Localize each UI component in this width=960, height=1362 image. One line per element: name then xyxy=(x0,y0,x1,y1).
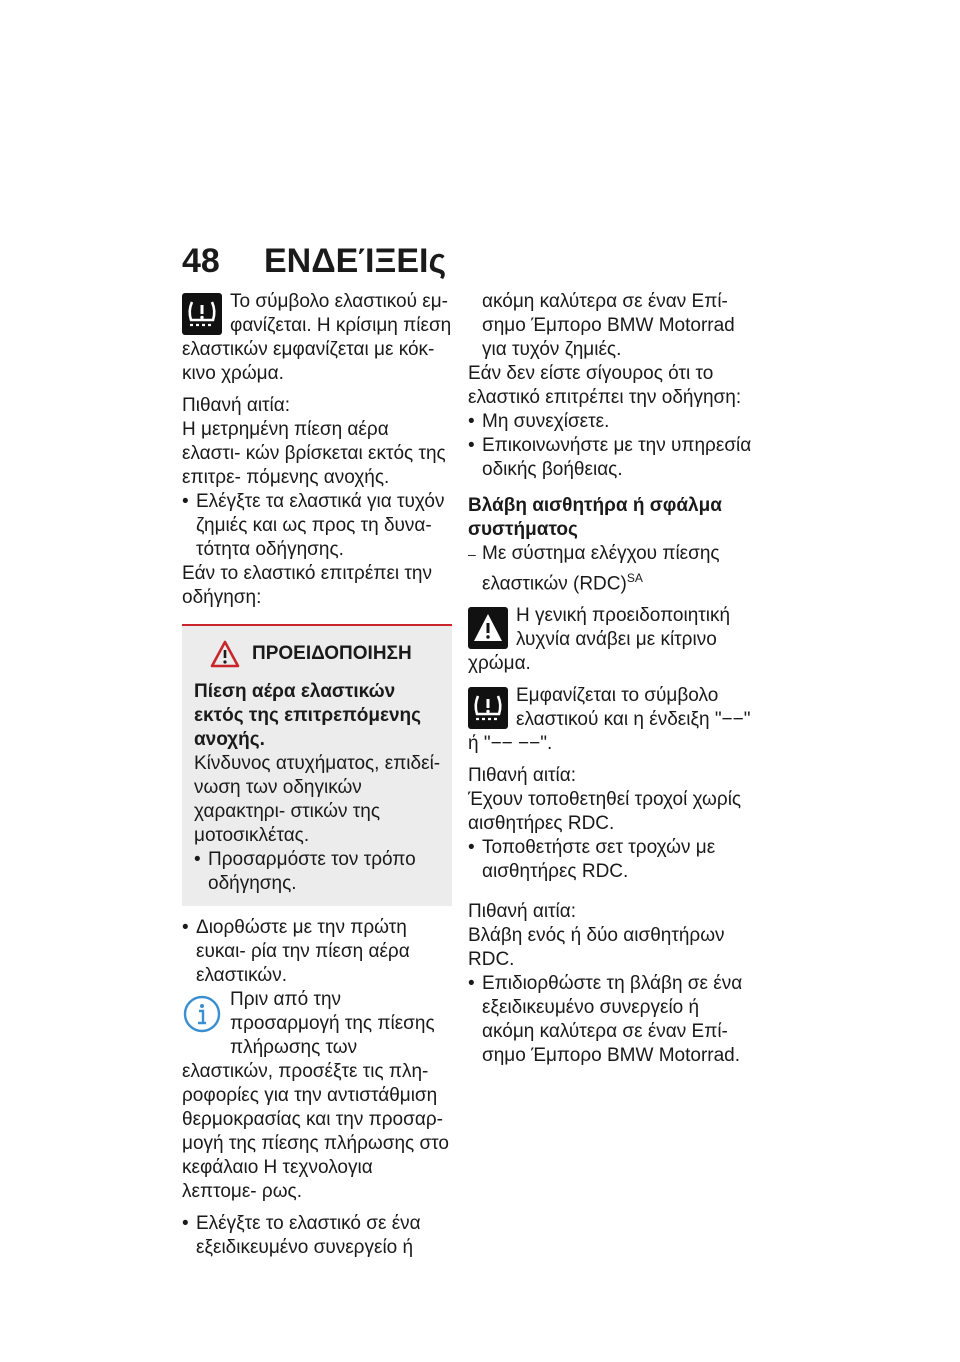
dash-item xyxy=(468,542,753,596)
continuation-text: ακόμη καλύτερα σε έναν Επί- σημο Έμπορο BMW Motorrad για τυχόν ζημιές. xyxy=(482,291,735,360)
dash-item-text: Με σύστημα ελέγχου πίεσης ελαστικών (RDC) xyxy=(482,543,720,595)
info-icon xyxy=(182,994,222,1041)
cause-label: Πιθανή αιτία: xyxy=(182,395,291,416)
warning-text: Κίνδυνος ατυχήματος, επιδεί- νωση των οδηγικών χαρακτηρι- στικών της μοτοσικλέτας. xyxy=(194,753,441,846)
section-title: Βλάβη αισθητήρα ή σφάλμα συστήματος xyxy=(468,495,722,540)
general-warning-notice xyxy=(468,604,753,676)
bullet-roadside: • Επικοινωνήστε με την υπηρεσία οδικής βοήθειας. xyxy=(468,434,753,482)
page-number: 48 xyxy=(182,242,220,280)
tire-pressure-symbol-icon xyxy=(468,687,508,729)
right-column xyxy=(468,290,753,1068)
bullet-workshop: • Ελέγξτε το ελαστικό σε ένα εξειδικευμένο συνεργείο ή xyxy=(182,1212,452,1260)
page-title: ΕΝΔΕΊΞΕΙς xyxy=(264,242,447,280)
cause-text-3: Βλάβη ενός ή δύο αισθητήρων RDC. xyxy=(468,925,725,971)
tire-symbol-text: Εμφανίζεται το σύμβολο ελαστικού και η ένδειξη "−−" ή "−− −−". xyxy=(468,685,751,755)
cause-label-3: Πιθανή αιτία: xyxy=(468,901,577,923)
cause-text-2: Έχουν τοποθετηθεί τροχοί χωρίς αισθητήρες RDC. xyxy=(468,789,742,835)
general-warning-text: Η γενική προειδοποιητική λυχνία ανάβει με κίτρινο χρώμα. xyxy=(468,605,731,675)
left-column xyxy=(182,290,452,1260)
bullet-dont-continue: • Μη συνεχίσετε. xyxy=(468,410,753,434)
bullet-fit-wheels: • Τοποθετήστε σετ τροχών με αισθητήρες RDC. xyxy=(468,836,753,884)
sa-superscript: SA xyxy=(626,571,643,585)
cause-label-2: Πιθανή αιτία: xyxy=(468,765,577,787)
bullet-correct-pressure: • Διορθώστε με την πρώτη ευκαι- ρία την πίεση αέρα ελαστικών. xyxy=(182,916,452,988)
warning-triangle-icon xyxy=(210,640,240,668)
info-note-text: Πριν από την προσαρμογή της πίεσης πλήρωσης των ελαστικών, προσέξτε τις πλη- ροφορίες για την αντιστάθμιση θερμοκρασίας και την προσαρ- μογή της πίεσης πλήρωσης στο κεφάλαιο Η τεχνολογια λεπτομε- ρως. xyxy=(182,989,449,1202)
cause-text: Η μετρημένη πίεση αέρα ελαστι- κών βρίσκεται εκτός της επιτρε- πόμενης ανοχής. xyxy=(182,419,446,488)
warning-box xyxy=(182,624,452,906)
tire-pressure-red-icon xyxy=(182,293,222,335)
tire-notice xyxy=(182,290,452,386)
tire-notice-text: Το σύμβολο ελαστικού εμ- φανίζεται. Η κρίσιμη πίεση ελαστικών εμφανίζεται με κόκ- κινο χρώμα. xyxy=(182,291,452,384)
tire-symbol-notice xyxy=(468,684,753,756)
bullet-repair: • Επιδιορθώστε τη βλάβη σε ένα εξειδικευμένο συνεργείο ή ακόμη καλύτερα σε έναν Επί- σημο Έμπορο BMW Motorrad. xyxy=(468,972,753,1068)
warning-heading xyxy=(194,640,442,668)
warning-bullet: • Προσαρμόστε τον τρόπο οδήγησης. xyxy=(194,848,442,896)
if-unsure-text: Εάν δεν είστε σίγουρος ότι το ελαστικό επιτρέπει την οδήγηση: xyxy=(468,363,742,408)
warning-label: ΠΡΟΕΙΔΟΠΟΙΗΣΗ xyxy=(252,643,412,664)
warning-title: Πίεση αέρα ελαστικών εκτός της επιτρεπόμενης ανοχής. xyxy=(194,681,422,750)
bullet-check-tires: • Ελέγξτε τα ελαστικά για τυχόν ζημιές και ως προς τη δυνα- τότητα οδήγησης. xyxy=(182,490,452,562)
page-header xyxy=(182,242,446,281)
info-note xyxy=(182,988,452,1204)
general-warning-light-icon xyxy=(468,607,508,649)
if-safe-text: Εάν το ελαστικό επιτρέπει την οδήγηση: xyxy=(182,563,432,608)
